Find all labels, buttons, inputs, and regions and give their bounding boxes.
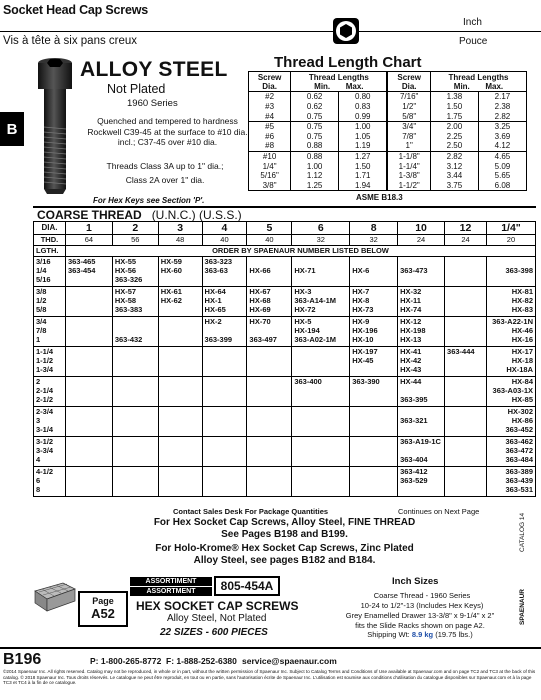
dia-label: DIA. (34, 222, 66, 235)
part-number-cell: HX-71 (292, 257, 350, 287)
thd-row (34, 235, 536, 246)
part-number-cell (158, 347, 202, 377)
part-number-cell: HX-197 HX-45 (350, 347, 398, 377)
tlc-head-screw-left: Screw Dia. (249, 72, 291, 92)
assortment-subtitle: Alloy Steel, Not Plated (167, 613, 267, 624)
legal-notice: ©2014 Spaenaur Inc. All rights reserved. Catalog may not be reproduced, in whole or in part, without the written permission of Spaenaur Inc. Subject to Catalog Terms and Conditions of Use available at Spaenaur.com and on page TC2 and TC3 at the back of this catalog. © 2018 Spaenaur Inc. Tous droits réservés. Le catalogue ne peut être reproduit, en tout ou en partie, sans l'autorisation écrite de Spaenaur Inc. L'utilisation est soumise aux conditions d'utilisation du catalogue disponibles sur Spaenaur.com et à la page TC3 et TC4 à la fin de ce catalogue. (3, 669, 536, 686)
thd-value: 32 (350, 235, 398, 246)
part-number-cell (65, 287, 112, 317)
tlc-head-lengths-right: Thread Lengths Min. Max. (430, 72, 526, 92)
dia-value: 6 (292, 222, 350, 235)
phone-number[interactable]: P: 1-800-265-8772 (90, 656, 162, 666)
shipping-weight: Shipping Wt: 8.9 kg (19.75 lbs.) (367, 630, 473, 639)
footer-divider (0, 647, 541, 649)
inch-sizes-line-2: 10-24 to 1/2"-13 (Includes Hex Keys) (360, 600, 484, 610)
page-number: B196 (3, 651, 42, 668)
assortment-label-en: ASSORTMENT (130, 587, 212, 596)
tlc-cell: #2 (249, 92, 291, 102)
length-values: 3/16 1/4 5/16 (34, 257, 66, 287)
part-number-cell (445, 257, 487, 287)
part-number-cell: 363-321 (398, 407, 445, 437)
part-number-cell (292, 437, 350, 467)
part-number-cell (65, 377, 112, 407)
tlc-cell: 1.05 (339, 132, 388, 142)
part-number-cell: HX-32 HX-11 HX-74 (398, 287, 445, 317)
part-number-cell (158, 467, 202, 497)
tlc-cell: 3.75 (430, 180, 478, 190)
part-number-cell (202, 347, 247, 377)
part-number-cell: HX-3 363-A14-1M HX-72 (292, 287, 350, 317)
fax-number: F: 1-888-252-6380 (166, 656, 237, 666)
part-number-cell (247, 407, 292, 437)
part-number-cell (350, 437, 398, 467)
tlc-cell: #5 (249, 121, 291, 131)
assortment-title: HEX SOCKET CAP SCREWS (136, 599, 299, 613)
tlc-cell: 2.82 (478, 111, 526, 121)
tlc-cell: 3.25 (478, 121, 526, 131)
tlc-cell: 4.65 (478, 151, 526, 161)
tlc-cell: 1.00 (339, 121, 388, 131)
tlc-row (249, 111, 527, 121)
tlc-row (249, 180, 527, 190)
tlc-cell: 5.65 (478, 171, 526, 181)
tlc-cell: 0.75 (291, 132, 339, 142)
brand-vertical: SPAENAUR (519, 589, 526, 625)
thd-value: 24 (445, 235, 487, 246)
length-group-row (34, 407, 536, 437)
material-title: ALLOY STEEL (80, 58, 228, 81)
next-page-note: Continues on Next Page (398, 507, 480, 516)
part-number-cell (112, 377, 158, 407)
page-ref-label: Page (92, 596, 114, 606)
tlc-cell: 5.09 (478, 161, 526, 171)
hex-socket-icon (333, 18, 359, 44)
part-number-cell: 363-323 363-63 (202, 257, 247, 287)
assortment-label-fr: ASSORTIMENT (130, 577, 212, 586)
catalog-label: CATALOG 14 (519, 512, 526, 552)
part-number-cell: HX-70 363-497 (247, 317, 292, 347)
length-group-row (34, 347, 536, 377)
tlc-cell: 1.50 (430, 102, 478, 112)
assortment-drawer-icon (33, 577, 77, 617)
part-number-cell: HX-57 HX-58 363-383 (112, 287, 158, 317)
part-number-cell: HX-12 HX-198 HX-13 (398, 317, 445, 347)
part-number-cell: HX-41 HX-42 HX-43 (398, 347, 445, 377)
dia-value: 1 (65, 222, 112, 235)
part-number-cell (65, 437, 112, 467)
dia-value: 8 (350, 222, 398, 235)
part-number-cell: HX-61 HX-62 (158, 287, 202, 317)
inch-sizes-title: Inch Sizes (392, 576, 439, 587)
part-number-cell (65, 467, 112, 497)
tlc-cell: 1.00 (291, 161, 339, 171)
tlc-cell: 1.50 (339, 161, 388, 171)
part-number-cell: HX-66 (247, 257, 292, 287)
tlc-row (249, 161, 527, 171)
length-group-row (34, 467, 536, 497)
tlc-cell: 4.12 (478, 141, 526, 151)
part-number-cell: 363-A22-1N HX-46 HX-16 (486, 317, 535, 347)
fine-thread-line-2: See Pages B198 and B199. (221, 529, 348, 540)
length-values: 2-3/4 3 3-1/4 (34, 407, 66, 437)
tlc-cell: 1.27 (339, 151, 388, 161)
tlc-cell: 1.12 (291, 171, 339, 181)
tlc-cell: 1/2" (387, 102, 430, 112)
tlc-cell: 2.38 (478, 102, 526, 112)
length-values: 3/4 7/8 1 (34, 317, 66, 347)
tlc-cell: 2.17 (478, 92, 526, 102)
part-number-cell (445, 467, 487, 497)
part-number-cell (112, 467, 158, 497)
tlc-cell: 0.75 (291, 111, 339, 121)
part-number-cell (112, 407, 158, 437)
tlc-cell: 7/16" (387, 92, 430, 102)
thd-value: 48 (158, 235, 202, 246)
header-unit-fr: Pouce (459, 36, 488, 47)
assortment-sizes: 22 SIZES - 600 PIECES (160, 627, 268, 638)
part-number-cell (202, 437, 247, 467)
tlc-row (249, 132, 527, 142)
tlc-cell: 1/4" (249, 161, 291, 171)
dia-value: 4 (202, 222, 247, 235)
thd-value: 40 (247, 235, 292, 246)
length-group-row (34, 287, 536, 317)
finish-label: Not Plated (107, 82, 166, 96)
tlc-row (249, 171, 527, 181)
part-number-cell: 363-462 363-472 363-484 (486, 437, 535, 467)
part-number-cell (202, 377, 247, 407)
tlc-row (249, 121, 527, 131)
part-number-cell (445, 317, 487, 347)
part-number-cell: 363-444 (445, 347, 487, 377)
tlc-head-lengths-left: Thread Lengths Min. Max. (291, 72, 388, 92)
part-number-cell: HX-81 HX-82 HX-83 (486, 287, 535, 317)
holo-krome-line-2: Alloy Steel, see pages B182 and B184. (193, 555, 376, 566)
part-number-cell (112, 347, 158, 377)
series-label: 1960 Series (127, 98, 178, 109)
part-number-cell (65, 347, 112, 377)
length-values: 1-1/4 1-1/2 1-3/4 (34, 347, 66, 377)
lgth-label: LGTH. (34, 246, 66, 257)
tlc-cell: #8 (249, 141, 291, 151)
part-number-cell (158, 437, 202, 467)
socket-cap-screw-icon (32, 57, 78, 197)
tlc-cell: 0.88 (291, 141, 339, 151)
dia-value: 12 (445, 222, 487, 235)
tlc-head-screw-right: Screw Dia. (387, 72, 430, 92)
tlc-cell: 6.08 (478, 180, 526, 190)
part-number-cell: 363-A19-1C 363-404 (398, 437, 445, 467)
part-number-cell (158, 377, 202, 407)
tlc-cell: 0.62 (291, 102, 339, 112)
header-divider (0, 31, 541, 32)
tlc-cell: 1.71 (339, 171, 388, 181)
part-number-cell: HX-17 HX-18 HX-18A (486, 347, 535, 377)
part-number-cell: 363-389 363-439 363-531 (486, 467, 535, 497)
email-link[interactable]: service@spaenaur.com (242, 656, 337, 666)
drawer-description (330, 611, 510, 640)
tlc-cell: 2.50 (430, 141, 478, 151)
tlc-row (249, 151, 527, 161)
tlc-cell: 3.12 (430, 161, 478, 171)
part-number-cell: 363-390 (350, 377, 398, 407)
part-number-cell: 363-398 (486, 257, 535, 287)
part-number-cell (292, 407, 350, 437)
part-number-cell (445, 377, 487, 407)
tlc-cell: 0.99 (339, 111, 388, 121)
part-number-cell (247, 377, 292, 407)
holo-krome-note (33, 543, 536, 567)
part-number-cell (202, 407, 247, 437)
thread-class-2: Class 2A over 1" dia. (125, 175, 205, 185)
tlc-cell: 2.00 (430, 121, 478, 131)
tlc-cell: 0.80 (339, 92, 388, 102)
part-number-cell (247, 467, 292, 497)
tlc-cell: 5/8" (387, 111, 430, 121)
tlc-row (249, 141, 527, 151)
thd-value: 64 (65, 235, 112, 246)
header-unit-en: Inch (463, 17, 482, 28)
tlc-cell: 1-1/8" (387, 151, 430, 161)
tlc-cell: 1.19 (339, 141, 388, 151)
drawer-line-1: Grey Enamelled Drawer 13-3/8" x 9-1/4" x 2" (345, 611, 495, 620)
tlc-row (249, 102, 527, 112)
tlc-cell: 0.88 (291, 151, 339, 161)
coarse-thread-table (33, 221, 536, 497)
part-number-cell: HX-2 363-399 (202, 317, 247, 347)
part-number-cell: HX-55 HX-56 363-326 (112, 257, 158, 287)
dia-value: 5 (247, 222, 292, 235)
holo-krome-line-1: For Holo-Krome® Hex Socket Cap Screws, Zinc Plated (155, 543, 414, 554)
thd-value: 20 (486, 235, 535, 246)
tlc-cell: 1-1/4" (387, 161, 430, 171)
length-group-row (34, 257, 536, 287)
dia-value: 10 (398, 222, 445, 235)
fine-thread-note (33, 517, 536, 541)
part-number-cell (158, 407, 202, 437)
dia-row (34, 222, 536, 235)
tlc-cell: 1-1/2" (387, 180, 430, 190)
thd-value: 32 (292, 235, 350, 246)
standard-label: ASME B18.3 (356, 193, 403, 202)
tlc-cell: 3/4" (387, 121, 430, 131)
length-group-row (34, 437, 536, 467)
part-number-cell (445, 407, 487, 437)
dia-value: 2 (112, 222, 158, 235)
hex-keys-note: For Hex Keys see Section 'P'. (93, 196, 205, 205)
coarse-thread-title: COARSE THREAD (37, 208, 142, 222)
coarse-thread-standards: (U.N.C.) (U.S.S.) (151, 208, 242, 222)
tlc-cell: 1.38 (430, 92, 478, 102)
header-title-fr: Vis à tête à six pans creux (3, 35, 138, 47)
part-number-cell: 363-473 (398, 257, 445, 287)
dia-value: 3 (158, 222, 202, 235)
part-number-cell: 363-412 363-529 (398, 467, 445, 497)
inch-sizes-description (334, 591, 510, 610)
thd-value: 56 (112, 235, 158, 246)
part-number-cell (202, 467, 247, 497)
tlc-cell: 5/16" (249, 171, 291, 181)
tlc-cell: 0.75 (291, 121, 339, 131)
tlc-cell: 0.62 (291, 92, 339, 102)
part-number-cell: HX-84 363-A03-1X HX-85 (486, 377, 535, 407)
length-group-row (34, 317, 536, 347)
part-number-cell: 363-400 (292, 377, 350, 407)
thread-class-note (90, 159, 240, 187)
part-number-cell (158, 317, 202, 347)
tlc-cell: 1-3/8" (387, 171, 430, 181)
tlc-cell: #4 (249, 111, 291, 121)
part-number-cell (112, 437, 158, 467)
tlc-cell: 1" (387, 141, 430, 151)
part-number-cell (350, 467, 398, 497)
tlc-cell: 0.83 (339, 102, 388, 112)
tlc-cell: #6 (249, 132, 291, 142)
hardness-description: Quenched and tempered to hardness Rockwell C39-45 at the surface to #10 dia. incl.; C37-45 over #10 dia. (87, 116, 248, 147)
section-tab[interactable]: B (0, 112, 24, 146)
inch-sizes-line-1: Coarse Thread - 1960 Series (373, 591, 471, 600)
tlc-cell: 3.69 (478, 132, 526, 142)
part-number-cell (292, 347, 350, 377)
page-reference-box[interactable] (78, 591, 128, 627)
tlc-cell: 2.25 (430, 132, 478, 142)
contact-note: Contact Sales Desk For Package Quantities (173, 507, 329, 516)
tlc-cell: #10 (249, 151, 291, 161)
tlc-cell: 1.25 (291, 180, 339, 190)
tlc-row (249, 92, 527, 102)
tlc-cell: 1.75 (430, 111, 478, 121)
tlc-cell: #3 (249, 102, 291, 112)
page-ref-number: A52 (91, 606, 115, 621)
part-number-cell: HX-44 363-395 (398, 377, 445, 407)
part-number-cell (247, 347, 292, 377)
thd-label: THD. (34, 235, 66, 246)
thd-value: 40 (202, 235, 247, 246)
part-number-cell: HX-67 HX-68 HX-69 (247, 287, 292, 317)
length-values: 2 2-1/4 2-1/2 (34, 377, 66, 407)
assortment-labels (130, 577, 212, 597)
part-number-cell: 363-465 363-454 (65, 257, 112, 287)
order-note: ORDER BY SPAENAUR NUMBER LISTED BELOW (65, 246, 535, 257)
tlc-cell: 2.82 (430, 151, 478, 161)
assortment-number: 805-454A (214, 576, 280, 596)
part-number-cell (445, 287, 487, 317)
part-number-cell (247, 437, 292, 467)
part-number-cell: HX-302 HX-86 363-452 (486, 407, 535, 437)
part-number-cell: HX-9 HX-196 HX-10 (350, 317, 398, 347)
tlc-cell: 7/8" (387, 132, 430, 142)
length-values: 3-1/2 3-3/4 4 (34, 437, 66, 467)
thd-value: 24 (398, 235, 445, 246)
header-title-en: Socket Head Cap Screws (3, 3, 148, 17)
length-values: 3/8 1/2 5/8 (34, 287, 66, 317)
length-group-row (34, 377, 536, 407)
order-row (34, 246, 536, 257)
tlc-cell: 3/8" (249, 180, 291, 190)
tlc-cell: 1.94 (339, 180, 388, 190)
part-number-cell: HX-59 HX-60 (158, 257, 202, 287)
fine-thread-line-1: For Hex Socket Cap Screws, Alloy Steel, FINE THREAD (153, 517, 416, 528)
thread-length-chart (248, 71, 527, 191)
part-number-cell: HX-5 HX-194 363-A02-1M (292, 317, 350, 347)
part-number-cell: HX-64 HX-1 HX-65 (202, 287, 247, 317)
part-number-cell (350, 407, 398, 437)
part-number-cell (65, 317, 112, 347)
part-number-cell: 363-432 (112, 317, 158, 347)
length-values: 4-1/2 6 8 (34, 467, 66, 497)
dia-value: 1/4" (486, 222, 535, 235)
part-number-cell (292, 467, 350, 497)
thread-length-chart-title: Thread Length Chart (274, 54, 422, 71)
part-number-cell (445, 437, 487, 467)
part-number-cell: HX-7 HX-8 HX-73 (350, 287, 398, 317)
part-number-cell (65, 407, 112, 437)
drawer-line-2: fits the Slide Racks shown on page A2. (355, 620, 485, 630)
tlc-cell: 3.44 (430, 171, 478, 181)
coarse-thread-heading (33, 206, 536, 220)
part-number-cell: HX-6 (350, 257, 398, 287)
thread-class-1: Threads Class 3A up to 1" dia.; (106, 161, 224, 171)
